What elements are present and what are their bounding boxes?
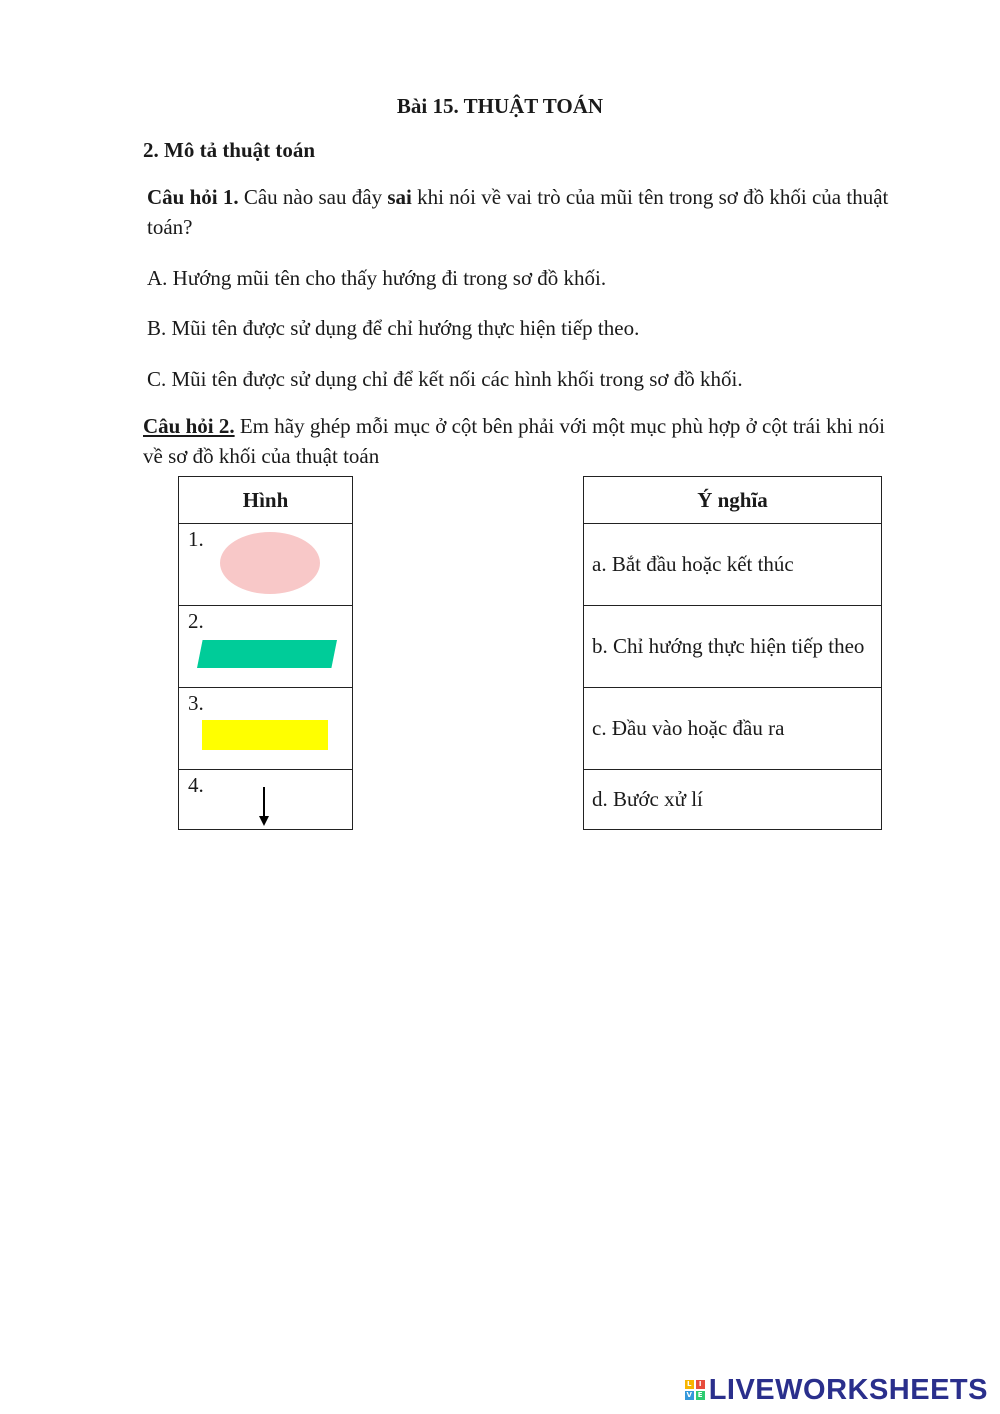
liveworksheets-logo xyxy=(685,1373,988,1407)
rectangle-shape xyxy=(202,720,328,750)
logo-icon xyxy=(685,1380,705,1400)
page-title: Bài 15. THUẬT TOÁN xyxy=(396,94,604,118)
question-1 xyxy=(147,182,907,242)
logo-text: LIVEWORKSHEETS xyxy=(708,1373,988,1406)
meaning-row-b[interactable]: b. Chỉ hướng thực hiện tiếp theo xyxy=(584,606,882,688)
meaning-row-c[interactable]: c. Đầu vào hoặc đầu ra xyxy=(584,688,882,770)
question-2 xyxy=(143,411,903,471)
section-heading: 2. Mô tả thuật toán xyxy=(143,138,316,162)
meaning-table xyxy=(583,476,882,830)
shape-row-4[interactable] xyxy=(179,770,353,830)
question-1-text-after: khi nói về vai trò của mũi tên trong sơ đồ khối của thuật toán? xyxy=(147,185,889,239)
logo-letter: V xyxy=(686,1391,692,1399)
ellipse-shape xyxy=(220,532,320,594)
meaning-table-header: Ý nghĩa xyxy=(584,477,882,524)
question-1-emphasis: sai xyxy=(387,185,412,209)
shape-table xyxy=(178,476,353,830)
meaning-row-d[interactable]: d. Bước xử lí xyxy=(584,770,882,830)
down-arrow-icon xyxy=(257,785,271,827)
logo-letter: L xyxy=(685,1380,694,1389)
option-b[interactable]: B. Mũi tên được sử dụng để chỉ hướng thực hiện tiếp theo. xyxy=(147,316,640,340)
shape-row-2[interactable] xyxy=(179,606,353,688)
question-1-label: Câu hỏi 1. xyxy=(147,185,239,209)
parallelogram-shape xyxy=(197,640,337,668)
shape-row-number: 4. xyxy=(188,773,204,797)
option-a[interactable]: A. Hướng mũi tên cho thấy hướng đi trong sơ đồ khối. xyxy=(147,266,607,290)
shape-row-number: 3. xyxy=(188,691,204,715)
logo-letter: E xyxy=(696,1391,705,1400)
question-1-text-before: Câu nào sau đây xyxy=(238,185,388,209)
logo-letter: I xyxy=(696,1380,705,1389)
shape-table-header: Hình xyxy=(179,477,353,524)
option-c[interactable]: C. Mũi tên được sử dụng chỉ để kết nối các hình khối trong sơ đồ khối. xyxy=(147,367,743,391)
shape-row-1[interactable] xyxy=(179,524,353,606)
meaning-row-a[interactable]: a. Bắt đầu hoặc kết thúc xyxy=(584,524,882,606)
shape-row-number: 2. xyxy=(188,609,204,633)
shape-row-3[interactable] xyxy=(179,688,353,770)
question-2-text: Em hãy ghép mỗi mục ở cột bên phải với một mục phù hợp ở cột trái khi nói về sơ đồ khối của thuật toán xyxy=(143,414,886,468)
shape-row-number: 1. xyxy=(188,527,204,551)
question-2-label: Câu hỏi 2. xyxy=(143,414,235,438)
